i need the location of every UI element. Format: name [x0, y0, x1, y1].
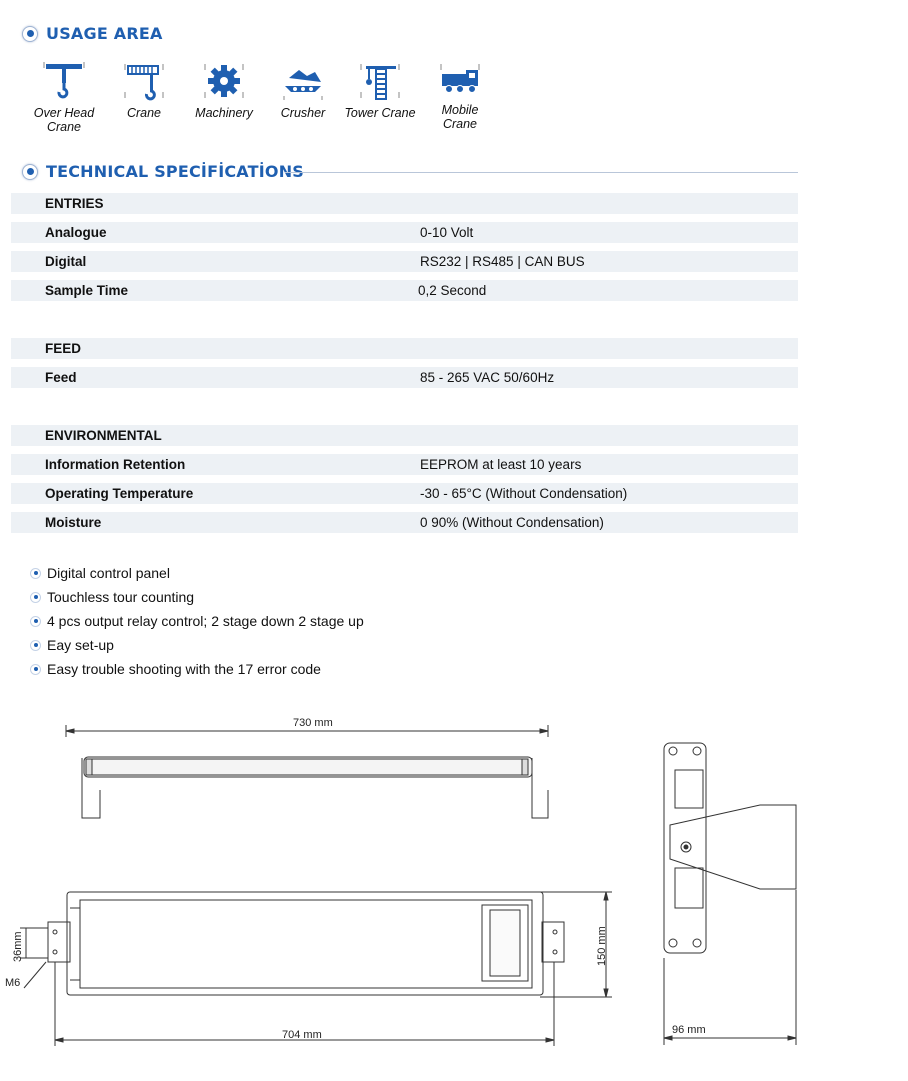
spec-heading-label: FEED: [45, 341, 82, 356]
bullet-icon: [30, 616, 41, 627]
feature-text: 4 pcs output relay control; 2 stage down 2 stage up: [47, 613, 364, 629]
spec-label: Operating Temperature: [45, 486, 194, 501]
usage-item-machinery: [184, 60, 264, 120]
usage-label-line1: Mobile: [441, 103, 479, 117]
dimension-36: 36mm: [12, 931, 24, 962]
feature-text: Touchless tour counting: [47, 589, 195, 605]
list-item: [30, 561, 364, 585]
technical-title: TECHNICAL SPECİFİCATİONS: [46, 162, 305, 181]
usage-item-tower-crane: [340, 60, 420, 120]
dimension-m6: M6: [5, 977, 21, 989]
spec-label: Information Retention: [45, 457, 186, 472]
feature-list: [30, 561, 364, 681]
spec-value: 0 90% (Without Condensation): [420, 515, 604, 530]
spec-group-heading: [11, 425, 798, 446]
spec-label: Analogue: [45, 225, 107, 240]
spec-value: 0-10 Volt: [420, 225, 474, 240]
spec-value: RS232 | RS485 | CAN BUS: [420, 254, 585, 269]
spec-heading-label: ENTRIES: [45, 196, 104, 211]
usage-item-mobile-crane: [420, 60, 500, 131]
usage-item-crane: [104, 60, 184, 120]
spec-value: 85 - 265 VAC 50/60Hz: [420, 370, 555, 385]
heading-bullet-icon: [22, 164, 38, 180]
usage-label-line1: Crane: [126, 106, 162, 120]
technical-drawing: [0, 700, 908, 1081]
usage-area-heading: [22, 24, 163, 43]
technical-heading: [22, 162, 304, 181]
overhead-crane-icon: [42, 60, 86, 102]
spec-label: Feed: [45, 370, 77, 385]
spec-row: [11, 251, 798, 272]
dimension-96: 96 mm: [672, 1024, 706, 1036]
feature-text: Eay set-up: [47, 637, 114, 653]
usage-label-line1: Machinery: [195, 106, 253, 120]
usage-label-line2: Crane: [46, 120, 82, 134]
usage-item-overhead-crane: [24, 60, 104, 134]
list-item: [30, 609, 364, 633]
usage-label-line1: Crusher: [280, 106, 326, 120]
spec-row: [11, 222, 798, 243]
list-item: [30, 585, 364, 609]
bullet-icon: [30, 664, 41, 675]
bullet-icon: [30, 592, 41, 603]
bullet-icon: [30, 640, 41, 651]
heading-divider: [285, 172, 798, 173]
tower-crane-icon: [358, 60, 402, 102]
spec-row: [11, 367, 798, 388]
front-view: [48, 892, 564, 995]
spec-row: [11, 454, 798, 475]
mobile-crane-icon: [438, 60, 482, 102]
spec-row: [11, 512, 798, 533]
list-item: [30, 657, 364, 681]
spec-label: Sample Time: [45, 283, 129, 298]
dimension-150: 150 mm: [596, 926, 608, 966]
dimension-704: 704 mm: [282, 1029, 322, 1041]
bullet-icon: [30, 568, 41, 579]
spec-row: [11, 280, 798, 301]
usage-area-title: USAGE AREA: [46, 24, 163, 43]
spec-heading-label: ENVIRONMENTAL: [45, 428, 162, 443]
gear-icon: [202, 60, 246, 102]
spec-label: Digital: [45, 254, 87, 269]
side-view: [664, 743, 796, 953]
spec-row: [11, 483, 798, 504]
feature-text: Easy trouble shooting with the 17 error code: [47, 661, 321, 677]
dimension-730: 730 mm: [293, 717, 333, 729]
usage-label-line1: Over Head: [33, 106, 95, 120]
crusher-icon: [281, 60, 325, 102]
feature-text: Digital control panel: [47, 565, 170, 581]
usage-label-line1: Tower Crane: [344, 106, 416, 120]
crane-hook-icon: [122, 60, 166, 102]
usage-item-crusher: [263, 60, 343, 120]
list-item: [30, 633, 364, 657]
spec-group-heading: [11, 193, 798, 214]
usage-area-icons: [20, 60, 500, 140]
spec-group-heading: [11, 338, 798, 359]
usage-label-line2: Crane: [442, 117, 478, 131]
spec-value: EEPROM at least 10 years: [420, 457, 582, 472]
top-view: [82, 757, 548, 818]
heading-bullet-icon: [22, 26, 38, 42]
spec-value: -30 - 65°C (Without Condensation): [420, 486, 628, 501]
spec-value: 0,2 Second: [418, 283, 487, 298]
spec-label: Moisture: [45, 515, 102, 530]
